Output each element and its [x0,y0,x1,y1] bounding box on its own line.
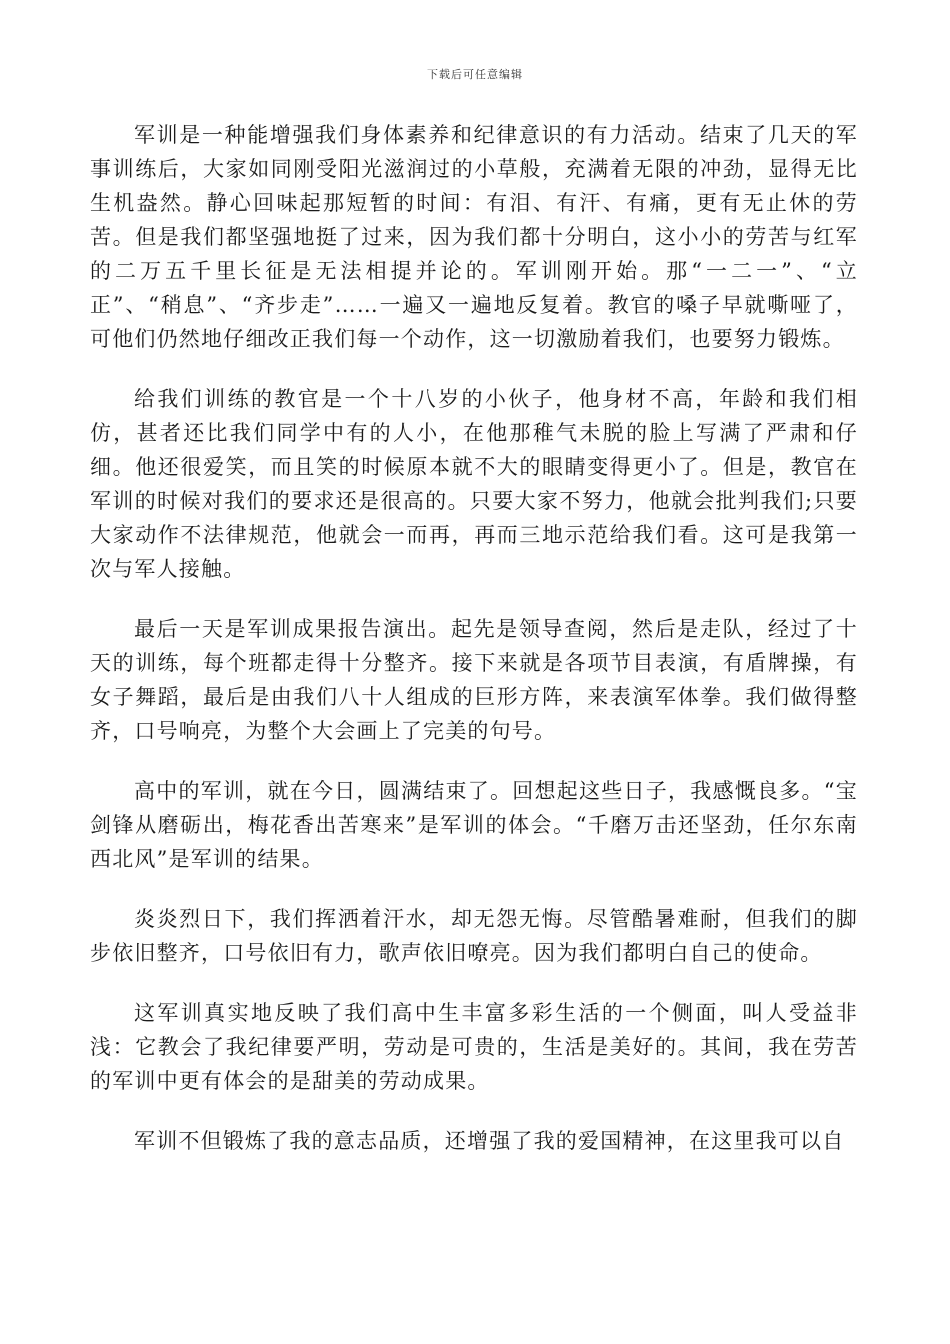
paragraph-6: 这军训真实地反映了我们高中生丰富多彩生活的一个侧面，叫人受益非浅：它教会了我纪律要严明，劳动是可贵的，生活是美好的。其间，我在劳苦的军训中更有体会的是甜美的劳动成果。 [90,1001,858,1093]
paragraph-5: 炎炎烈日下，我们挥洒着汗水，却无怨无悔。尽管酷暑难耐，但我们的脚步依旧整齐，口号依旧有力，歌声依旧嘹亮。因为我们都明白自己的使命。 [90,907,858,965]
paragraph-7: 军训不但锻炼了我的意志品质，还增强了我的爱国精神，在这里我可以自 [134,1129,845,1153]
document-body [90,118,858,1184]
page-header: 下载后可任意编辑 [427,68,523,81]
paragraph-1: 军训是一种能增强我们身体素养和纪律意识的有力活动。结束了几天的军事训练后，大家如同刚受阳光滋润过的小草般，充满着无限的冲劲，显得无比生机盎然。静心回味起那短暂的时间：有泪、有汗、有痛，更有无止休的劳苦。但是我们都坚强地挺了过来，因为我们都十分明白，这小小的劳苦与红军的二万五千里长征是无法相提并论的。军训刚开始。那“一二一”、“立正”、“稍息”、“齐步走”……一遍又一遍地反复着。教官的嗓子早就嘶哑了，可他们仍然地仔细改正我们每一个动作，这一切激励着我们，也要努力锻炼。 [90,123,858,351]
paragraph-4: 高中的军训，就在今日，圆满结束了。回想起这些日子，我感慨良多。“宝剑锋从磨砺出，梅花香出苦寒来”是军训的体会。“千磨万击还坚劲，任尔东南西北风”是军训的结果。 [90,779,858,871]
paragraph-3: 最后一天是军训成果报告演出。起先是领导查阅，然后是走队，经过了十天的训练，每个班都走得十分整齐。接下来就是各项节目表演，有盾牌操，有女子舞蹈，最后是由我们八十人组成的巨形方阵，来表演军体拳。我们做得整齐，口号响亮，为整个大会画上了完美的句号。 [90,617,858,743]
paragraph-2: 给我们训练的教官是一个十八岁的小伙子，他身材不高，年龄和我们相仿，甚者还比我们同学中有的人小，在他那稚气未脱的脸上写满了严肃和仔细。他还很爱笑，而且笑的时候原本就不大的眼睛变得更小了。但是，教官在军训的时候对我们的要求还是很高的。只要大家不努力，他就会批判我们;只要大家动作不法律规范，他就会一而再，再而三地示范给我们看。这可是我第一次与军人接触。 [90,387,858,581]
